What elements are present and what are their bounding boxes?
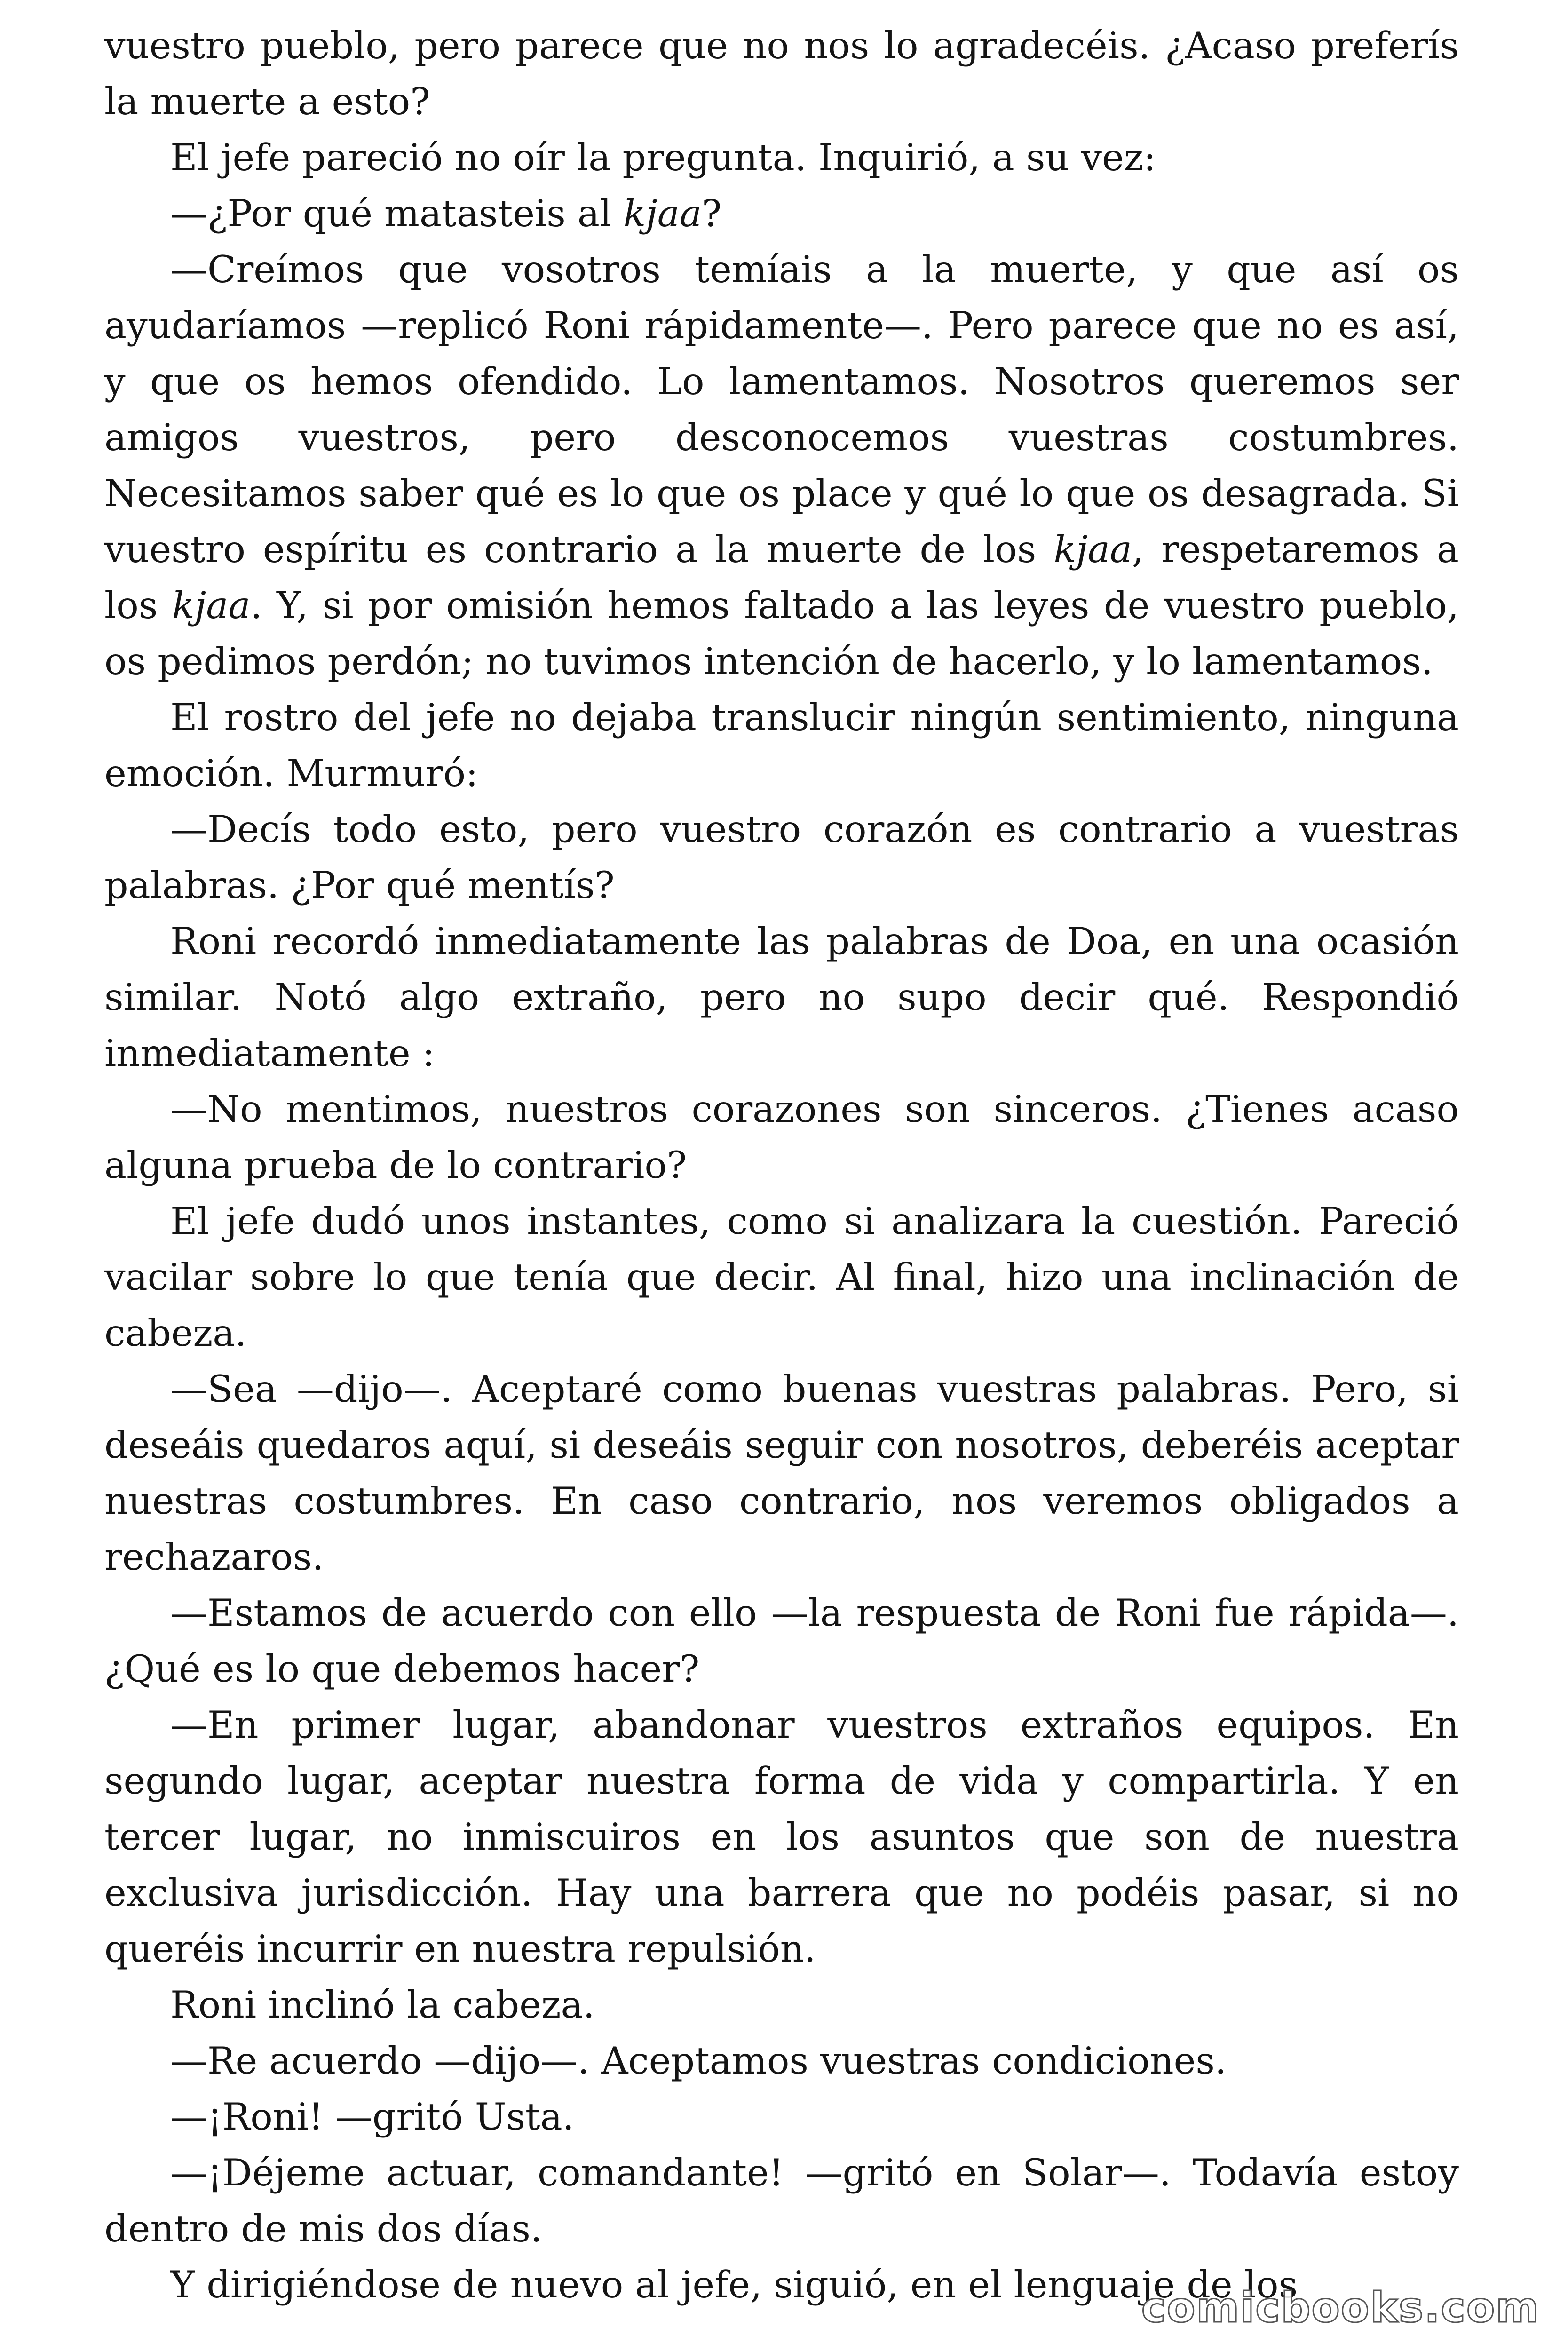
paragraph bbox=[104, 2145, 1459, 2257]
text-run: . Y, si por omisión hemos faltado a las leyes de vuestro pueblo, os pedimos perdón; no tuvimos intención de hacerlo, y lo lamentamos. bbox=[104, 584, 1459, 683]
text-run: —Creímos que vosotros temíais a la muerte, y que así os ayudaríamos —replicó Roni rápidamente—. Pero parece que no es así, y que os hemos ofendido. Lo lamentamos. Nosotros queremos ser amigos vuestros, pero desconocemos vuestras costumbres. Necesitamos saber qué es lo que os place y qué lo que os desagrada. Si vuestro espíritu es contrario a la muerte de los bbox=[104, 248, 1459, 571]
text-run: El jefe pareció no oír la pregunta. Inquirió, a su vez: bbox=[170, 136, 1156, 179]
italic-text: kjaa bbox=[623, 192, 702, 235]
paragraph bbox=[104, 914, 1459, 1081]
text-run: —Estamos de acuerdo con ello —la respuesta de Roni fue rápida—. ¿Qué es lo que debemos hacer? bbox=[104, 1591, 1459, 1691]
paragraph bbox=[104, 1361, 1459, 1585]
text-run: Roni inclinó la cabeza. bbox=[170, 1983, 595, 2026]
paragraph bbox=[104, 1081, 1459, 1193]
paragraph bbox=[104, 186, 1459, 242]
paragraph bbox=[104, 690, 1459, 802]
text-run: vuestro pueblo, pero parece que no nos lo agradecéis. ¿Acaso preferís la muerte a esto? bbox=[104, 24, 1459, 123]
text-run: ? bbox=[701, 192, 722, 235]
watermark-text: comicbooks.com bbox=[1141, 2283, 1540, 2332]
paragraph bbox=[104, 18, 1459, 130]
text-run: El rostro del jefe no dejaba translucir ningún sentimiento, ninguna emoción. Murmuró: bbox=[104, 696, 1459, 795]
text-run: Y dirigiéndose de nuevo al jefe, siguió, en el lenguaje de los bbox=[170, 2263, 1298, 2306]
italic-text: kjaa bbox=[172, 584, 251, 627]
document-page bbox=[104, 18, 1459, 2313]
paragraph bbox=[104, 1193, 1459, 1361]
paragraph bbox=[104, 130, 1459, 186]
paragraph bbox=[104, 802, 1459, 914]
text-run: —¿Por qué matasteis al bbox=[170, 192, 624, 235]
paragraph bbox=[104, 1977, 1459, 2033]
text-run: —¡Roni! —gritó Usta. bbox=[170, 2095, 574, 2138]
paragraph bbox=[104, 2033, 1459, 2089]
text-run: —No mentimos, nuestros corazones son sinceros. ¿Tienes acaso alguna prueba de lo contrario? bbox=[104, 1088, 1459, 1187]
text-run: —Sea —dijo—. Aceptaré como buenas vuestras palabras. Pero, si deseáis quedaros aquí, si deseáis seguir con nosotros, deberéis aceptar nuestras costumbres. En caso contrario, nos veremos obligados a rechazaros. bbox=[104, 1367, 1459, 1579]
paragraph bbox=[104, 1697, 1459, 1977]
paragraph bbox=[104, 242, 1459, 690]
paragraph bbox=[104, 1585, 1459, 1697]
text-run: Roni recordó inmediatamente las palabras de Doa, en una ocasión similar. Notó algo extraño, pero no supo decir qué. Respondió inmediatamente : bbox=[104, 920, 1459, 1075]
text-run: —Decís todo esto, pero vuestro corazón es contrario a vuestras palabras. ¿Por qué mentís? bbox=[104, 808, 1459, 907]
text-run: —Re acuerdo —dijo—. Aceptamos vuestras condiciones. bbox=[170, 2039, 1227, 2082]
text-run: —¡Déjeme actuar, comandante! —gritó en Solar—. Todavía estoy dentro de mis dos días. bbox=[104, 2151, 1459, 2250]
text-run: El jefe dudó unos instantes, como si analizara la cuestión. Pareció vacilar sobre lo que tenía que decir. Al final, hizo una inclinación de cabeza. bbox=[104, 1200, 1459, 1355]
paragraph bbox=[104, 2089, 1459, 2145]
text-run: —En primer lugar, abandonar vuestros extraños equipos. En segundo lugar, aceptar nuestra forma de vida y compartirla. Y en tercer lugar, no inmiscuiros en los asuntos que son de nuestra exclusiva jurisdicción. Hay una barrera que no podéis pasar, si no queréis incurrir en nuestra repulsión. bbox=[104, 1703, 1459, 1971]
text-run: , respetaremos a los bbox=[104, 528, 1459, 627]
italic-text: kjaa bbox=[1053, 528, 1132, 571]
